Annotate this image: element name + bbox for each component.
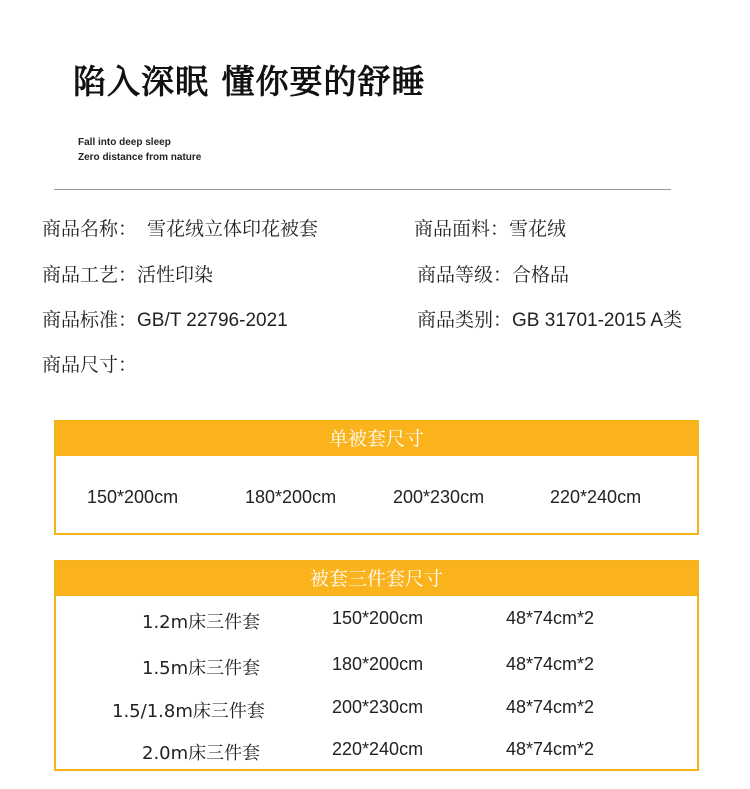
set-row-quilt: 200*230cm	[332, 697, 424, 717]
single-size-cell: 150*200cm	[87, 487, 179, 507]
spec-value: GB/T 22796-2021	[137, 310, 288, 331]
page-title: 陷入深眠 懂你要的舒睡	[73, 62, 426, 101]
set-row-pillow: 48*74cm*2	[506, 739, 595, 759]
set-row-pillow: 48*74cm*2	[506, 654, 595, 674]
set-row-quilt: 180*200cm	[332, 654, 424, 674]
spec-fabric	[414, 214, 566, 241]
single-size-cell: 200*230cm	[393, 487, 485, 507]
set-size-table	[54, 560, 699, 771]
single-size-cell: 180*200cm	[245, 487, 337, 507]
spec-value: 雪花绒立体印花被套	[147, 218, 319, 240]
spec-label: 商品名称：	[42, 218, 138, 240]
subtitle-line-2: Zero distance from nature	[78, 152, 202, 163]
single-size-cell: 220*240cm	[550, 487, 642, 507]
set-row-quilt: 220*240cm	[332, 739, 424, 759]
set-row-bed: 1.2m床三件套	[142, 612, 261, 633]
single-size-table	[54, 420, 699, 535]
set-row-pillow: 48*74cm*2	[506, 697, 595, 717]
set-row-bed: 2.0m床三件套	[142, 743, 261, 764]
divider	[54, 189, 671, 190]
spec-label: 商品工艺：	[42, 264, 138, 286]
set-row-bed: 1.5m床三件套	[142, 658, 261, 679]
spec-category	[417, 305, 682, 332]
spec-label: 商品等级：	[417, 264, 513, 286]
spec-craft	[42, 260, 213, 287]
spec-value: 活性印染	[137, 264, 214, 286]
set-row-bed: 1.5/1.8m床三件套	[112, 701, 265, 722]
set-row-pillow: 48*74cm*2	[506, 608, 595, 628]
spec-value: 雪花绒	[509, 218, 567, 240]
spec-standard	[42, 305, 288, 332]
spec-size	[42, 350, 137, 377]
set-row-quilt: 150*200cm	[332, 608, 424, 628]
spec-label: 商品类别：	[417, 309, 513, 331]
spec-grade	[417, 260, 569, 287]
subtitle	[78, 135, 201, 165]
spec-label: 商品面料：	[414, 218, 510, 240]
spec-label: 商品尺寸：	[42, 354, 138, 376]
spec-name	[42, 214, 318, 241]
spec-value: GB 31701-2015 A类	[512, 310, 683, 331]
subtitle-line-1: Fall into deep sleep	[78, 137, 171, 148]
single-size-heading: 单被套尺寸	[56, 422, 697, 456]
spec-value: 合格品	[512, 264, 570, 286]
set-size-heading: 被套三件套尺寸	[56, 562, 697, 596]
spec-label: 商品标准：	[42, 309, 138, 331]
